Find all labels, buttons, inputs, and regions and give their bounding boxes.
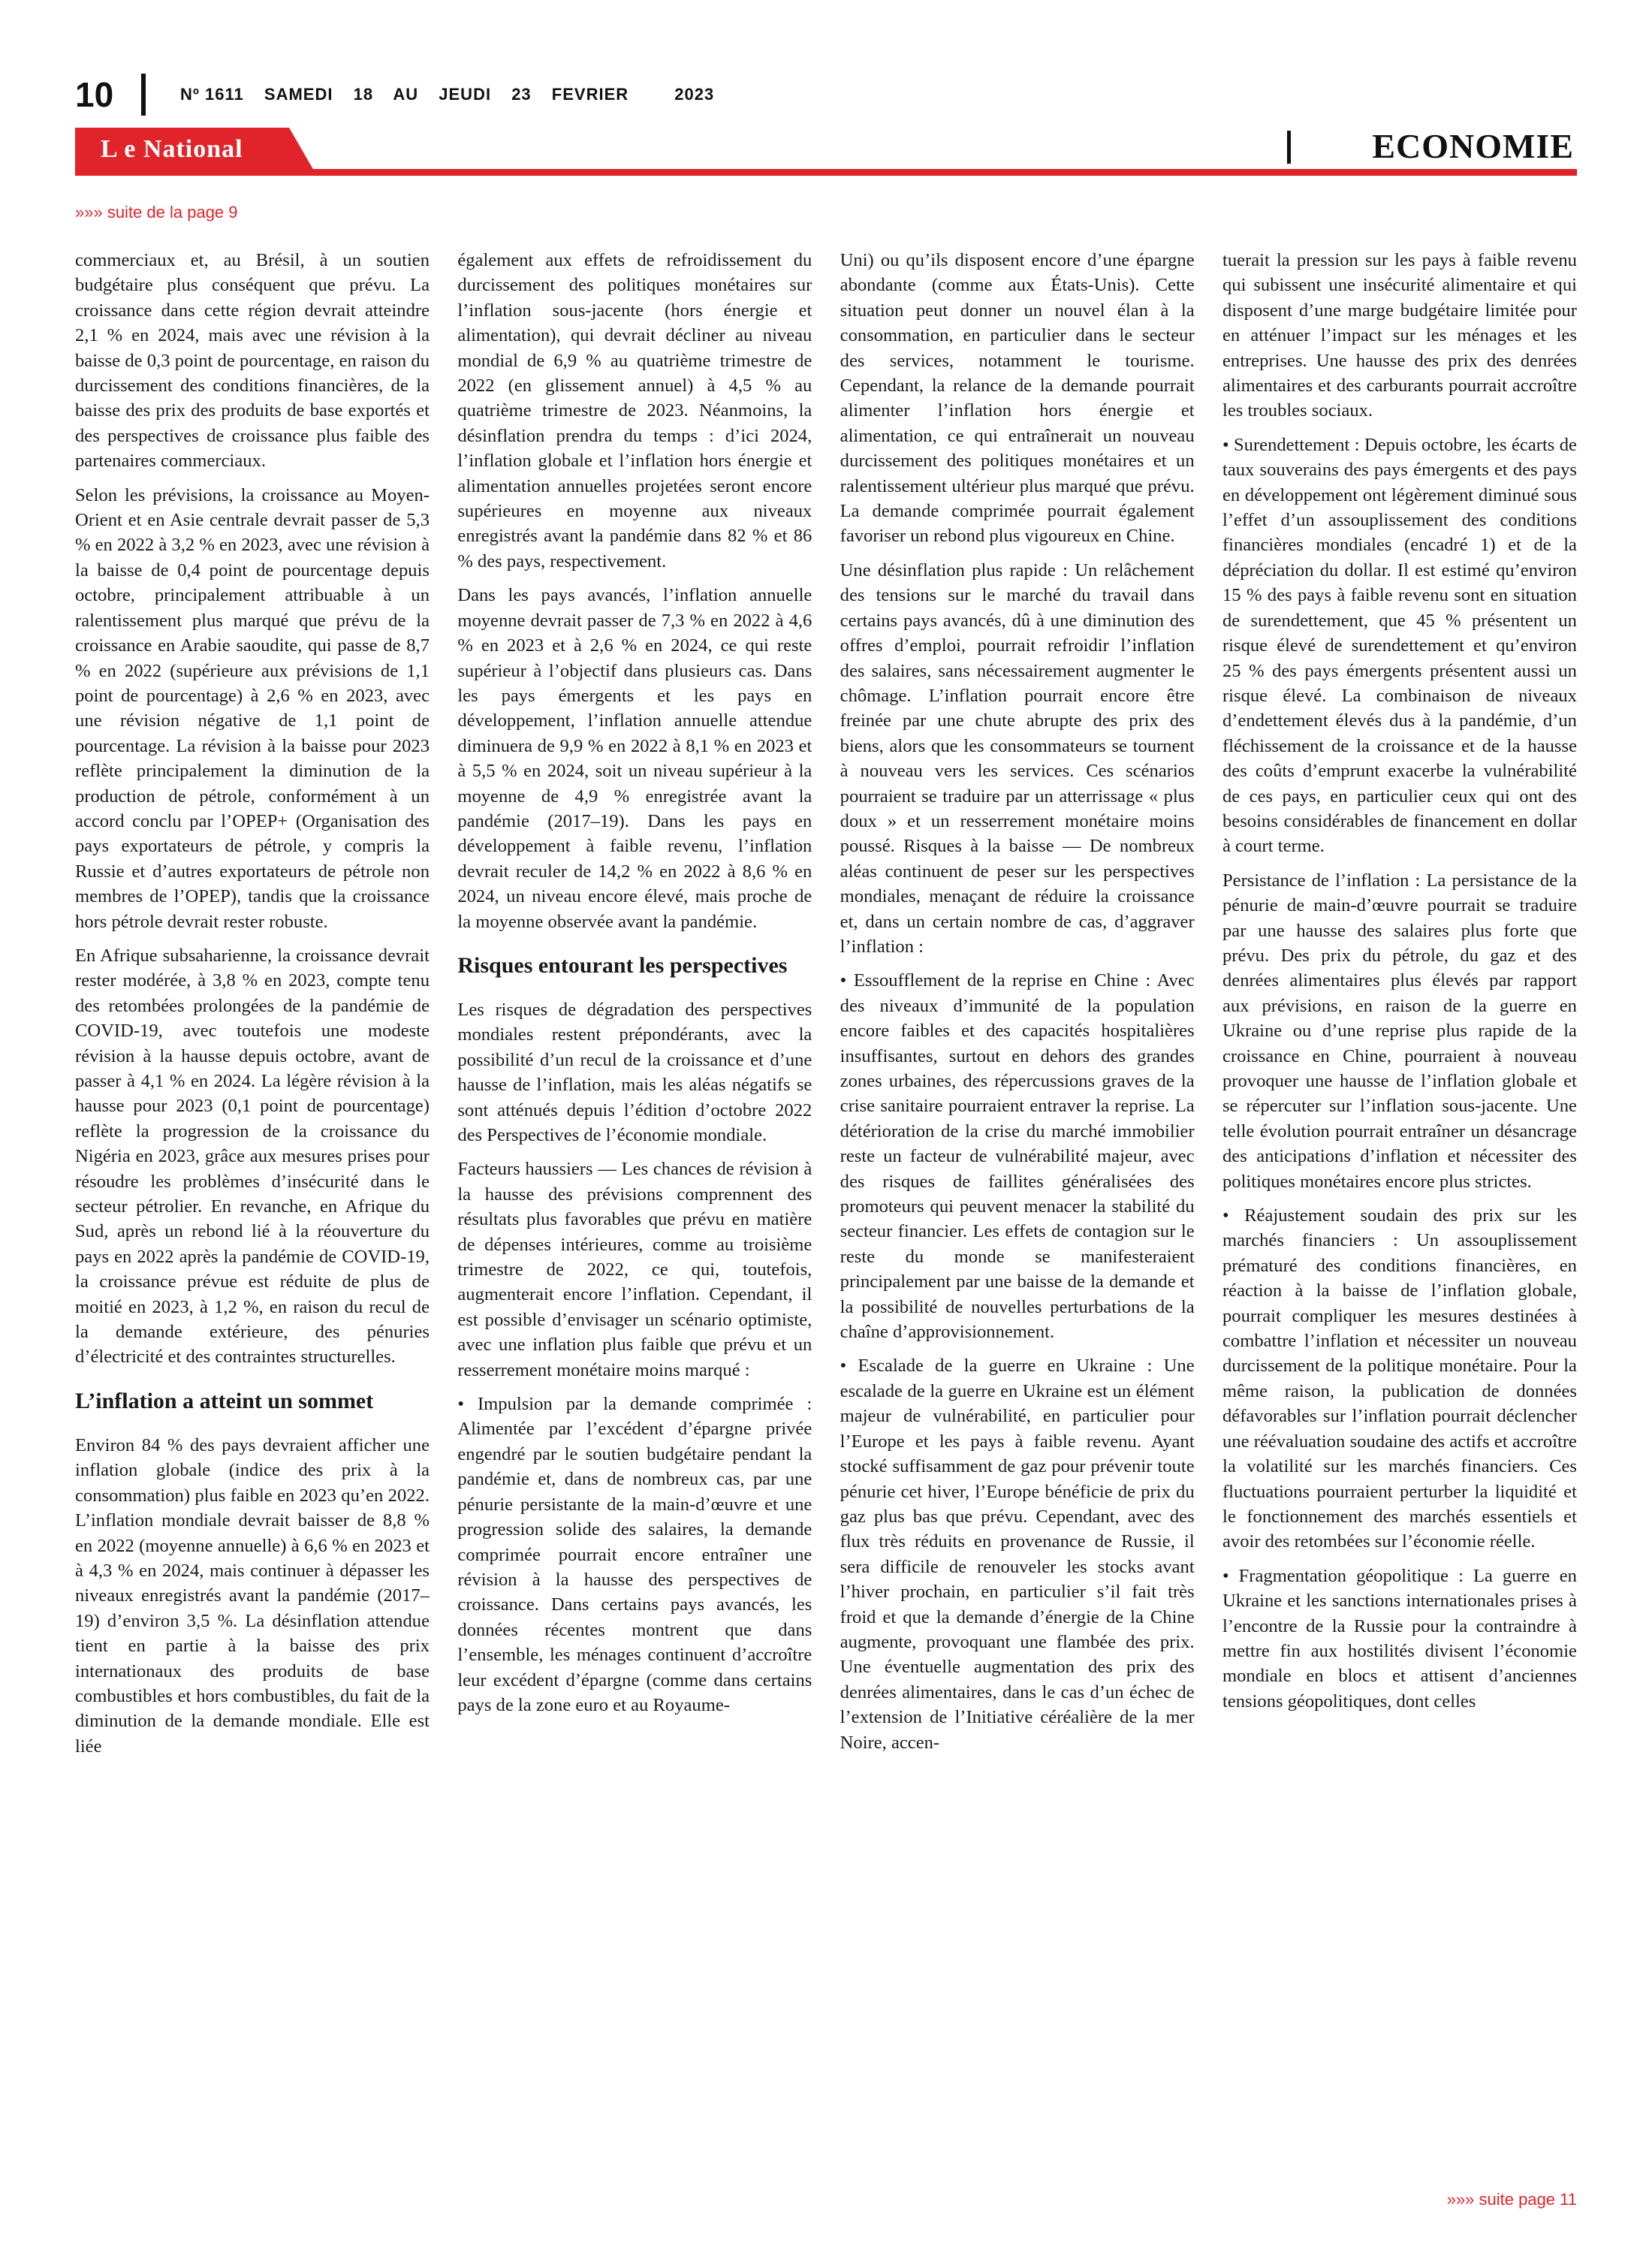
paragraph: • Réajustement soudain des prix sur les marchés financiers : Un assouplissement prématuré des conditions financières, en réaction à la baisse de l’inflation globale, pourrait compliquer les mesures destinées à combattre l’inflation et nécessiter un nouveau durcissement de la politique monétaire. Pour la même raison, la publication de données défavorables sur l’inflation pourrait déclencher une réévaluation soudaine des actifs et accroître la volatilité sur les marchés financiers. Ces fluctuations pourraient perturber la liquidité et le fonctionnement des marchés essentiels et avoir des retombées sur l’économie réelle. (1222, 1205, 1577, 1552)
header-divider (141, 74, 146, 116)
paragraph: Dans les pays avancés, l’inflation annuelle moyenne devrait passer de 7,3 % en 2022 à 4,6 % en 2023 et à 2,6 % en 2024, ce qui reste supérieur à l’objectif dans plusieurs cas. Dans les pays émergents et les pays en développement, l’inflation annuelle attendue diminuera de 9,9 % en 2022 à 8,1 % en 2023 et à 5,5 % en 2024, soit un niveau supérieur à la moyenne de 4,9 % enregistrée avant la pandémie (2017–19). Dans les pays en développement à faible revenu, l’inflation devrait reculer de 14,2 % en 2022 à 8,6 % en 2024, un niveau encore élevé, mais proche de la moyenne observée avant la pandémie. (457, 585, 812, 932)
paragraph: • Escalade de la guerre en Ukraine : Une escalade de la guerre en Ukraine est un élément majeur de vulnérabilité, en particulier pour l’Europe et les pays à faible revenu. Ayant stocké suffisamment de gaz pour prévenir toute pénurie cet hiver, l’Europe bénéficie de prix du gaz plus bas que prévu. Cependant, avec des flux très réduits en provenance de Russie, il sera difficile de renouveler les stocks avant l’hiver prochain, en particulier s’il fait très froid et que la demande d’énergie de la Chine augmente, provoquant une flambée des prix. Une éventuelle augmentation des prix des denrées alimentaires, dans le cas d’un échec de l’extension de l’Initiative céréalière de la mer Noire, accen- (840, 1356, 1195, 1753)
paragraph: Uni) ou qu’ils disposent encore d’une épargne abondante (comme aux États-Unis). Cette situation peut donner un nouvel élan à la consommation, en particulier dans le secteur des services, notamment le tourisme. Cependant, la relance de la demande pourrait alimenter l’inflation hors énergie et alimentation, ce qui entraînerait un nouveau durcissement des politiques monétaires et un ralentissement ultérieur plus marqué que prévu. La demande comprimée pourrait également favoriser un rebond plus vigoureux en Chine. (840, 250, 1195, 547)
date-start: 18 (353, 85, 374, 104)
paragraph: tuerait la pression sur les pays à faible revenu qui subissent une insécurité alimentaire et qui disposent d’une marge budgétaire limitée pour en atténuer l’impact sur les ménages et les entreprises. Une hausse des prix des denrées alimentaires et des carburants pourrait accroître les troubles sociaux. (1222, 250, 1577, 421)
paragraph: • Fragmentation géopolitique : La guerre en Ukraine et les sanctions internationales prises à l’encontre de la Russie pour la contraindre à mettre fin aux hostilités divisent l’économie mondiale en blocs et attisent d’anciennes tensions géopolitiques, dont celles (1222, 1565, 1577, 1712)
paragraph: Persistance de l’inflation : La persistance de la pénurie de main-d’œuvre pourrait se traduire par une hausse des salaires plus forte que prévu. Des prix du pétrole, du gaz et des denrées alimentaires plus élevés par rapport aux prévisions, en raison de la guerre en Ukraine ou d’une reprise plus rapide de la croissance en Chine, pourraient à nouveau provoquer une hausse de l’inflation globale et se répercuter sur l’inflation sous-jacente. Une telle évolution pourrait entraîner un désancrage des anticipations d’inflation et nécessiter des politiques monétaires encore plus strictes. (1222, 870, 1577, 1192)
masthead-top (75, 72, 1577, 117)
month: FEVRIER (551, 85, 629, 104)
paragraph: • Surendettement : Depuis octobre, les écarts de taux souverains des pays émergents et des pays en développement ont légèrement diminué sous l’effet d’un assouplissement des conditions financières mondiales (encadré 1) et de la dépréciation du dollar. Il est estimé qu’environ 15 % des pays à faible revenu sont en situation de surendettement, que 45 % présentent un risque élevé de surendettement et qu’environ 25 % des pays émergents présentent aussi un risque élevé. La combinaison de niveaux d’endettement élevés dus à la pandémie, d’un fléchissement de la croissance et de la hausse des coûts d’emprunt exacerbe la vulnérabilité de ces pays, en particulier ceux qui ont des besoins considérables de financement en dollar à court terme. (1222, 434, 1577, 857)
article-body (75, 248, 1577, 2185)
issue-number: Nº 1611 (180, 85, 244, 104)
day-end: JEUDI (439, 85, 492, 104)
paragraph: Environ 84 % des pays devraient afficher une inflation globale (indice des prix à la consommation) plus faible en 2023 qu’en 2022. L’inflation mondiale devrait baisser de 8,8 % en 2022 (moyenne annuelle) à 6,6 % en 2023 et à 4,3 % en 2024, mais continuer à dépasser les niveaux enregistrés avant la pandémie (2017–19) d’environ 3,5 %. La désinflation attendue tient en partie à la baisse des prix internationaux des produits de base combustibles et hors combustibles, du fait de la diminution de la demande mondiale. Elle est liée (75, 1434, 430, 1757)
paragraph: Facteurs haussiers — Les chances de révision à la hausse des prévisions comprennent des résultats plus favorables que prévu en matière de dépenses intérieures, comme au troisième trimestre de 2022, ce qui, toutefois, augmenterait encore l’inflation. Cependant, il est possible d’envisager un scénario optimiste, avec une inflation plus faible que prévu et un resserrement monétaire moins marqué : (457, 1159, 812, 1380)
paragraph: En Afrique subsaharienne, la croissance devrait rester modérée, à 3,8 % en 2023, compte tenu des retombées prolongées de la pandémie de COVID-19, avec toutefois une modeste révision à la hausse depuis octobre, avant de passer à 4,1 % en 2024. La légère révision à la hausse pour 2023 (0,1 point de pourcentage) reflète la progression de la croissance du Nigéria en 2023, grâce aux mesures prises pour résoudre les problèmes d’insécurité dans le secteur pétrolier. En revanche, en Afrique du Sud, après un rebond lié à la réouverture du pays en 2022 après la pandémie de COVID-19, la croissance prévue est réduite de plus de moitié en 2023, à 1,2 %, en raison du recul de la demande extérieure, des pénuries d’électricité et des contraintes structurelles. (75, 945, 430, 1368)
banner-rule (75, 169, 1577, 176)
paragraph: • Essoufflement de la reprise en Chine : Avec des niveaux d’immunité de la population encore faibles et des capacités hospitalières insuffisantes, surtout en dehors des grandes zones urbaines, des répercussions graves de la crise sanitaire pourraient entraver la reprise. La détérioration de la crise du marché immobilier reste un facteur de vulnérabilité majeur, avec des risques de faillites généralisées des promoteurs qui peuvent menacer la stabilité du secteur financier. Les effets de contagion sur le reste du monde se manifesteraient principalement par une baisse de la demande et la possibilité de nouvelles perturbations de la chaîne d’approvisionnement. (840, 970, 1195, 1343)
section-banner (75, 128, 1577, 176)
section-divider (1287, 131, 1291, 164)
paragraph: commerciaux et, au Brésil, à un soutien budgétaire plus conséquent que prévu. La croissance dans cette région devrait atteindre 2,1 % en 2024, mais avec une révision à la baisse de 0,3 point de pourcentage, en raison du durcissement des conditions financières, de la baisse des prix des produits de base exportés et des perspectives de croissance plus faible des partenaires commerciaux. (75, 250, 430, 472)
publication-name: L e National (101, 135, 243, 163)
paragraph: • Impulsion par la demande comprimée : Alimentée par l’excédent d’épargne privée engendré par le soutien budgétaire pendant la pandémie et, dans de nombreux cas, par une pénurie persistante de la main-d’œuvre et une progression solide des salaires, la demande comprimée pourrait encore entraîner une révision à la hausse des perspectives de croissance. Dans certains pays avancés, les données récentes montrent que dans l’ensemble, les ménages continuent d’accroître leur excédent d’épargne (comme dans certains pays de la zone euro et au Royaume- (457, 1394, 812, 1715)
day-start: SAMEDI (264, 85, 333, 104)
date-end: 23 (511, 85, 532, 104)
page-number: 10 (75, 75, 114, 114)
paragraph: également aux effets de refroidissement du durcissement des politiques monétaires sur l’inflation sous-jacente (hors énergie et alimentation), qui devrait décliner au niveau mondial de 6,9 % au quatrième trimestre de 2022 (en glissement annuel) à 4,5 % au quatrième trimestre de 2023. Néanmoins, la désinflation prendra du temps : d’ici 2024, l’inflation globale et l’inflation hors énergie et alimentation annuelles projetées seront encore supérieures en moyenne aux niveaux enregistrés avant la pandémie dans 82 % et 86 % des pays, respectivement. (457, 250, 812, 572)
continued-to-link[interactable]: »»» suite page 11 (1446, 2190, 1577, 2209)
paragraph: Les risques de dégradation des perspectives mondiales restent prépondérants, avec la possibilité d’un recul de la croissance et d’une hausse de l’inflation, mais les aléas négatifs se sont atténués depuis l’édition d’octobre 2022 des Perspectives de l’économie mondiale. (457, 999, 812, 1145)
date-connector: AU (393, 85, 419, 104)
paragraph: Une désinflation plus rapide : Un relâchement des tensions sur le marché du travail dans certains pays avancés, dû à une diminution des offres d’emploi, pourrait refroidir l’inflation des salaires, sans nécessairement augmenter le chômage. L’inflation pourrait encore être freinée par une chute abrupte des prix des biens, alors que les consommateurs se tournent à nouveau vers les services. Ces scénarios pourraient se traduire par un atterrissage « plus doux » et un resserrement monétaire moins poussé. Risques à la baisse — De nombreux aléas continuent de peser sur les perspectives mondiales, menaçant de réduire la croissance et, dans un certain nombre de cas, d’aggraver l’inflation : (840, 559, 1195, 957)
article-column-3 (840, 248, 1195, 2185)
article-column-2 (457, 248, 812, 2185)
issue-date-line (180, 81, 729, 108)
paragraph: Selon les prévisions, la croissance au Moyen-Orient et en Asie centrale devrait passer de 5,3 % en 2022 à 3,2 % en 2023, avec une révision à la baisse de 0,4 point de pourcentage depuis octobre, principalement attribuable à un ralentissement plus marqué que prévu de la croissance en Arabie saoudite, qui passe de 8,7 % en 2022 (supérieure aux prévisions de 1,1 point de pourcentage) à 2,6 % en 2023, avec une révision négative de 1,1 point de pourcentage. La révision à la baisse pour 2023 reflète principalement la diminution de la production de pétrole, conformément à un accord conclu par l’OPEP+ (Organisation des pays exportateurs de pétrole, y compris la Russie et d’autres exportateurs de pétrole non membres de l’OPEP), tandis que la croissance hors pétrole devrait rester robuste. (75, 484, 430, 932)
article-column-4 (1222, 248, 1577, 2185)
year: 2023 (674, 85, 715, 104)
section-title: ECONOMIE (1372, 127, 1574, 165)
section-heading: Risques entourant les perspectives (457, 952, 788, 978)
continued-from-link[interactable]: »»» suite de la page 9 (75, 203, 238, 222)
article-column-1 (75, 248, 430, 2185)
section-heading: L’inflation a atteint un sommet (75, 1388, 374, 1413)
